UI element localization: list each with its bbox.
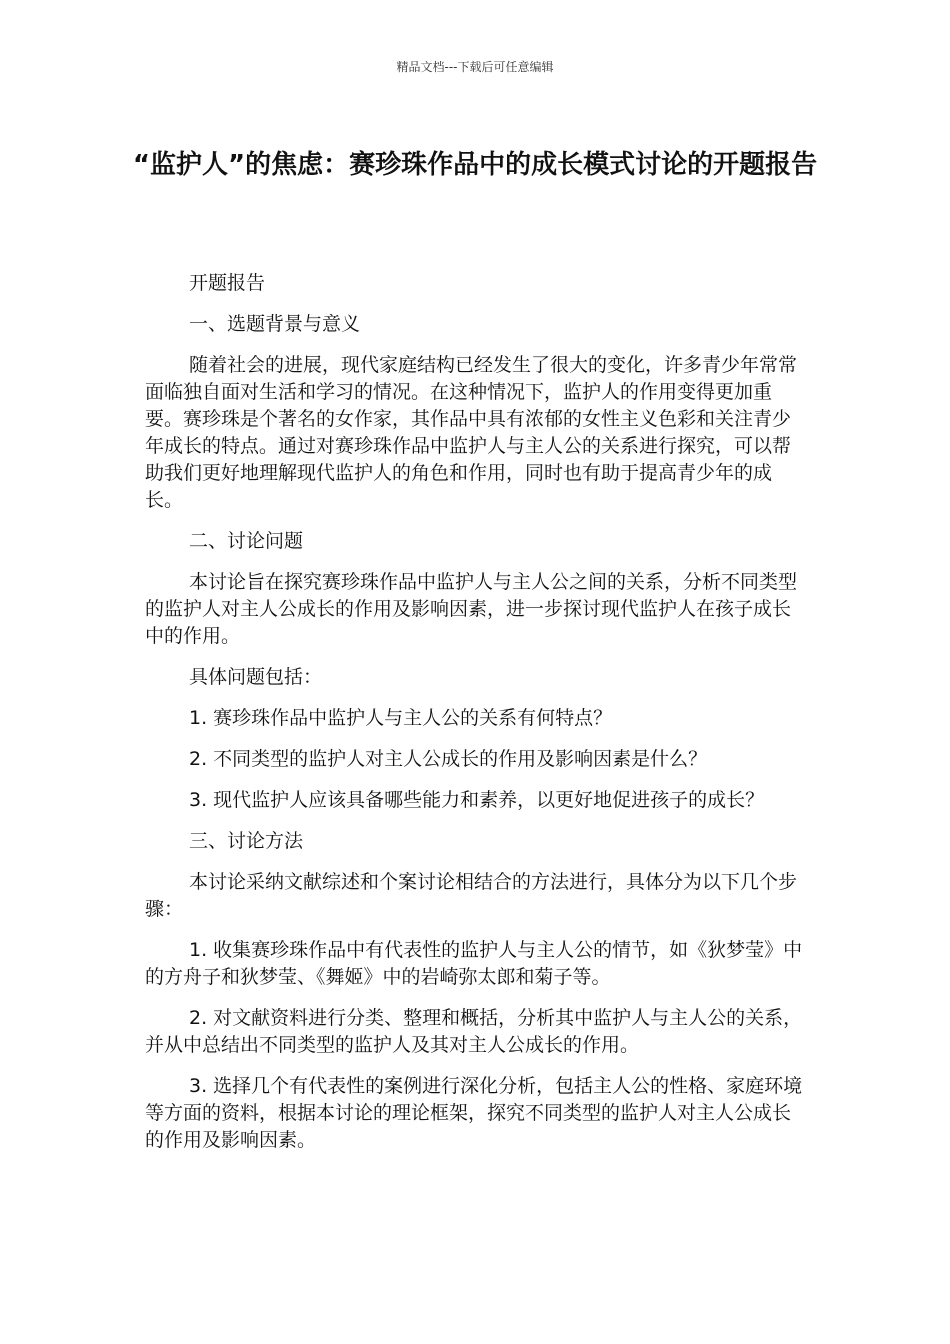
document-body <box>145 270 805 1168</box>
paragraph-report-label: 开题报告 <box>189 272 266 294</box>
section-heading-background: 一、选题背景与意义 <box>189 313 361 335</box>
paragraph-background: 随着社会的进展，现代家庭结构已经发生了很大的变化，许多青少年常常面临独自面对生活和学习的情况。在这种情况下，监护人的作用变得更加重要。赛珍珠是个著名的女作家，其作品中具有浓郁的女性主义色彩和关注青少年成长的特点。通过对赛珍珠作品中监护人与主人公的关系进行探究，可以帮助我们更好地理解现代监护人的角色和作用，同时也有助于提高青少年的成长。 <box>145 354 798 511</box>
method-step-3: 3. 选择几个有代表性的案例进行深化分析，包括主人公的性格、家庭环境等方面的资料，根据本讨论的理论框架，探究不同类型的监护人对主人公成长的作用及影响因素。 <box>145 1075 803 1151</box>
section-heading-questions: 二、讨论问题 <box>189 530 304 552</box>
section-heading-method: 三、讨论方法 <box>189 830 304 852</box>
header-note: 精品文档---下载后可任意编辑 <box>396 60 554 74</box>
method-step-1: 1. 收集赛珍珠作品中有代表性的监护人与主人公的情节，如《狄梦莹》中的方舟子和狄梦莹、《舞姬》中的岩崎弥太郎和菊子等。 <box>145 939 803 988</box>
document-title: “监护人”的焦虑：赛珍珠作品中的成长模式讨论的开题报告 <box>132 150 818 180</box>
method-step-2: 2. 对文献资料进行分类、整理和概括，分析其中监护人与主人公的关系，并从中总结出不同类型的监护人及其对主人公成长的作用。 <box>145 1007 803 1056</box>
paragraph-questions-list-intro: 具体问题包括： <box>189 666 323 688</box>
question-item-3: 3. 现代监护人应该具备哪些能力和素养，以更好地促进孩子的成长？ <box>189 789 765 811</box>
paragraph-method-intro: 本讨论采纳文献综述和个案讨论相结合的方法进行，具体分为以下几个步骤： <box>145 871 798 920</box>
paragraph-questions-intro: 本讨论旨在探究赛珍珠作品中监护人与主人公之间的关系，分析不同类型的监护人对主人公成长的作用及影响因素，进一步探讨现代监护人在孩子成长中的作用。 <box>145 571 798 647</box>
question-item-2: 2. 不同类型的监护人对主人公成长的作用及影响因素是什么？ <box>189 748 708 770</box>
question-item-1: 1. 赛珍珠作品中监护人与主人公的关系有何特点？ <box>189 707 613 729</box>
